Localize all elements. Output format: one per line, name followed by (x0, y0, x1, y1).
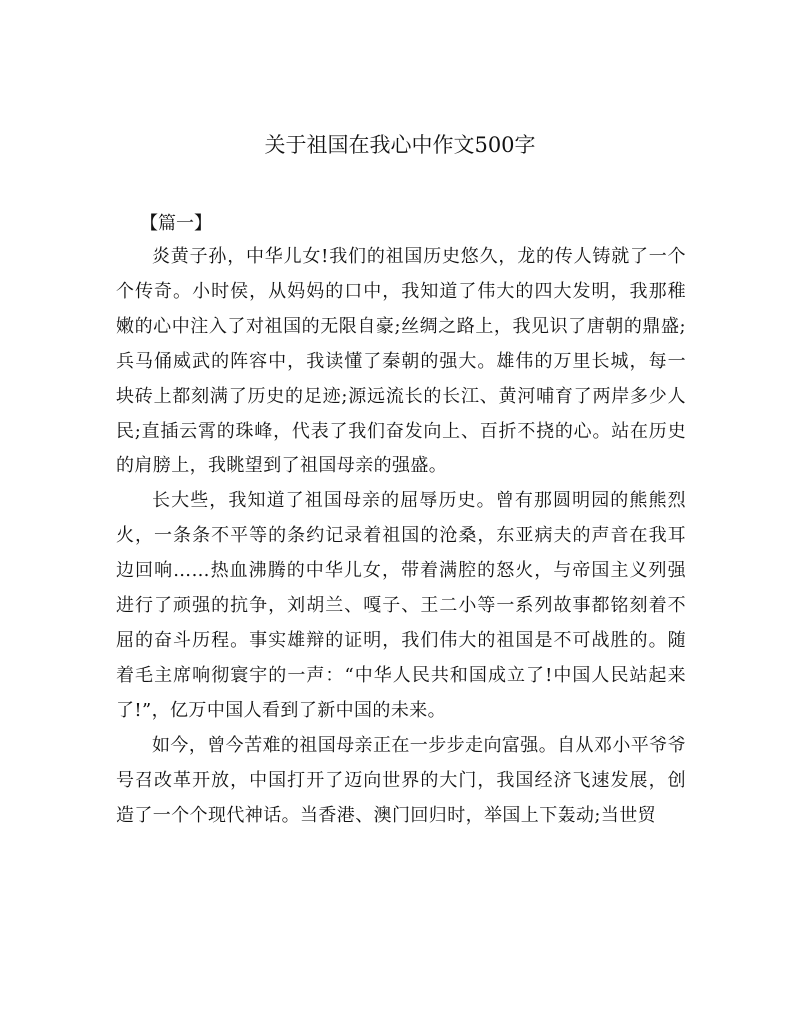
document-body (116, 240, 686, 833)
section-label: 【篇一】 (140, 213, 212, 234)
paragraph-1: 炎黄子孙，中华儿女!我们的祖国历史悠久，龙的传人铸就了一个个传奇。小时侯，从妈妈的口中，我知道了伟大的四大发明，我那稚嫩的心中注入了对祖国的无限自豪;丝绸之路上，我见识了唐朝的鼎盛;兵马俑威武的阵容中，我读懂了秦朝的强大。雄伟的万里长城，每一块砖上都刻满了历史的足迹;源远流长的长江、黄河哺育了两岸多少人民;直插云霄的珠峰，代表了我们奋发向上、百折不挠的心。站在历史的肩膀上，我眺望到了祖国母亲的强盛。 (116, 246, 686, 477)
paragraph-3: 如今，曾今苦难的祖国母亲正在一步步走向富强。自从邓小平爷爷号召改革开放，中国打开了迈向世界的大门，我国经济飞速发展，创造了一个个现代神话。当香港、澳门回归时，举国上下轰动;当世贸 (116, 734, 686, 826)
document-title: 关于祖国在我心中作文500字 (264, 133, 536, 157)
paragraph-2: 长大些，我知道了祖国母亲的屈辱历史。曾有那圆明园的熊熊烈火，一条条不平等的条约记录着祖国的沧桑，东亚病夫的声音在我耳边回响……热血沸腾的中华儿女，带着满腔的怒火，与帝国主义列强进行了顽强的抗争，刘胡兰、嘎子、王二小等一系列故事都铭刻着不屈的奋斗历程。事实雄辩的证明，我们伟大的祖国是不可战胜的。随着毛主席响彻寰宇的一声：“中华人民共和国成立了!中国人民站起来了!”，亿万中国人看到了新中国的未来。 (116, 490, 686, 721)
